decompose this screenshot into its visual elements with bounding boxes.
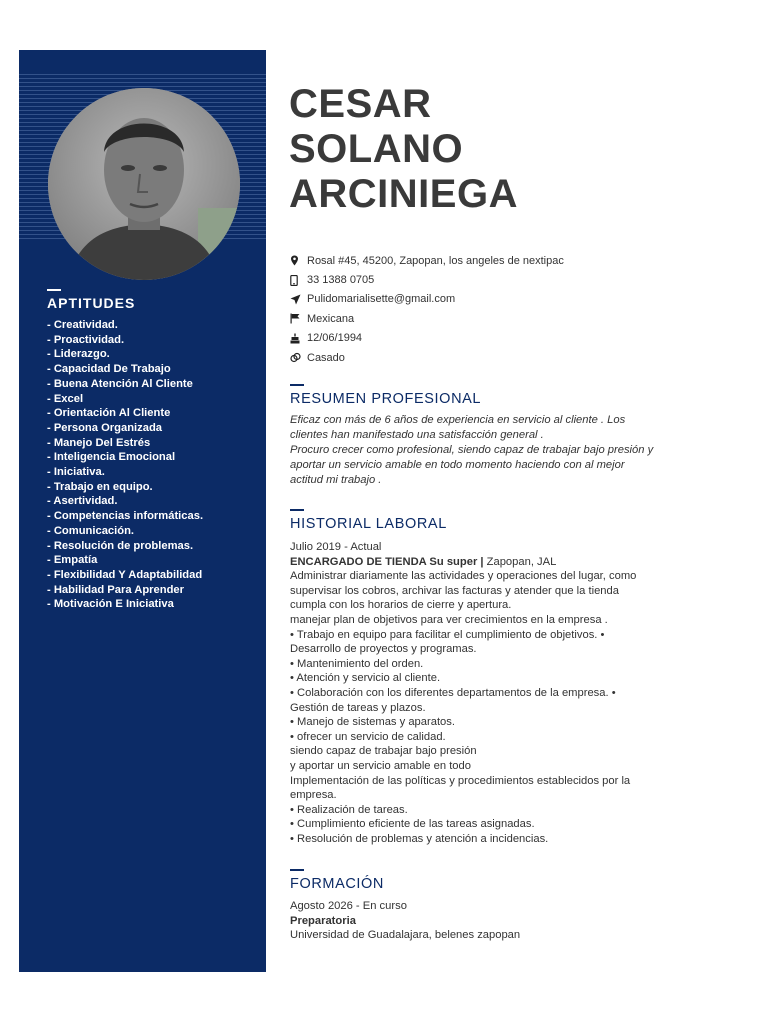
phone-icon	[290, 274, 307, 286]
summary-line: clientes han manifestado una satisfacción general .	[290, 429, 544, 441]
skill-item: - Manejo Del Estrés	[47, 436, 151, 449]
history-line: Administrar diariamente las actividades y operaciones del lugar, como	[290, 570, 637, 583]
skill-item: - Liderazgo.	[47, 348, 110, 361]
contact-address	[290, 251, 564, 270]
history-line: Gestión de tareas y plazos.	[290, 701, 426, 714]
history-title: HISTORIAL LABORAL	[290, 516, 447, 532]
summary-line: Eficaz con más de 6 años de experiencia en servicio al cliente . Los	[290, 414, 626, 426]
birthday-cake-icon	[290, 332, 307, 344]
education-school: Universidad de Guadalajara, belenes zapopan	[290, 929, 521, 942]
history-line: • Trabajo en equipo para facilitar el cumplimiento de objetivos. •	[290, 628, 605, 641]
education-degree: Preparatoria	[290, 914, 356, 927]
skill-item: - Excel	[47, 392, 84, 405]
contact-birthdate	[290, 329, 564, 348]
skill-item: - Persona Organizada	[47, 421, 163, 434]
education-entry	[290, 899, 520, 943]
section-dash	[290, 509, 304, 511]
history-line: supervisar los cobros, archivar las facturas y atender que la tienda	[290, 584, 619, 597]
send-icon	[290, 293, 307, 305]
history-job-heading	[290, 555, 636, 570]
name-line: CESAR	[289, 82, 432, 126]
contact-phone	[290, 270, 564, 289]
education-period: Agosto 2026 - En curso	[290, 900, 407, 912]
skill-item: - Iniciativa.	[47, 466, 105, 479]
skill-item: - Flexibilidad Y Adaptabilidad	[47, 568, 203, 581]
education-title: FORMACIÓN	[290, 876, 385, 892]
history-line: • Manejo de sistemas y aparatos.	[290, 716, 455, 729]
history-line: Implementación de las políticas y procedimientos establecidos por la	[290, 774, 631, 787]
section-dash	[290, 384, 304, 386]
skill-item: - Habilidad Para Aprender	[47, 583, 184, 596]
profile-photo-image	[48, 88, 240, 280]
rings-icon	[290, 352, 307, 364]
contact-address-text: Rosal #45, 45200, Zapopan, los angeles de nextipac	[307, 254, 564, 267]
skill-item: - Trabajo en equipo.	[47, 480, 153, 493]
contact-nationality	[290, 309, 564, 328]
contact-birthdate-text: 12/06/1994	[307, 332, 363, 345]
history-line: • Colaboración con los diferentes departamentos de la empresa. •	[290, 686, 616, 699]
name-line: ARCINIEGA	[289, 172, 518, 216]
name-line: SOLANO	[289, 127, 464, 171]
history-line: • Realización de tareas.	[290, 803, 408, 816]
skill-item: - Motivación E Iniciativa	[47, 598, 174, 611]
history-entry	[290, 540, 636, 846]
history-line: • ofrecer un servicio de calidad.	[290, 730, 446, 743]
history-period: Julio 2019 - Actual	[290, 541, 382, 553]
skill-item: - Inteligencia Emocional	[47, 451, 176, 464]
summary-line: aportar un servicio amable en todo momento haciendo con al mejor	[290, 459, 625, 471]
history-line: • Atención y servicio al cliente.	[290, 672, 441, 685]
history-line: • Cumplimiento eficiente de las tareas asignadas.	[290, 818, 535, 831]
summary-text	[290, 413, 730, 488]
skill-item: - Buena Atención Al Cliente	[47, 377, 193, 390]
skill-item: - Proactividad.	[47, 333, 125, 346]
contact-email	[290, 290, 564, 309]
history-line: cumpla con los horarios de cierre y apertura.	[290, 599, 512, 612]
history-line: Desarrollo de proyectos y programas.	[290, 643, 477, 656]
skill-item: - Asertividad.	[47, 495, 118, 508]
skill-item: - Competencias informáticas.	[47, 510, 204, 523]
history-job-location: Zapopan, JAL	[483, 555, 557, 568]
profile-photo	[48, 88, 240, 280]
contact-phone-text: 33 1388 0705	[307, 274, 375, 287]
summary-line: actitud mi trabajo .	[290, 474, 382, 486]
history-line: empresa.	[290, 789, 337, 802]
history-job-title: ENCARGADO DE TIENDA Su super |	[290, 555, 484, 568]
summary-title: RESUMEN PROFESIONAL	[290, 391, 482, 407]
skill-item: - Resolución de problemas.	[47, 539, 194, 552]
sidebar	[19, 50, 266, 972]
flag-icon	[290, 313, 307, 325]
history-line: • Mantenimiento del orden.	[290, 657, 424, 670]
skills-title: APTITUDES	[47, 295, 136, 311]
contact-nationality-text: Mexicana	[307, 312, 355, 325]
skill-item: - Capacidad De Trabajo	[47, 363, 171, 376]
full-name	[289, 82, 518, 217]
section-dash	[47, 289, 61, 291]
contact-marital-status-text: Casado	[307, 351, 345, 364]
history-line: siendo capaz de trabajar bajo presión	[290, 745, 477, 758]
history-line: y aportar un servicio amable en todo	[290, 759, 471, 772]
skill-item: - Empatía	[47, 554, 98, 567]
skill-item: - Creatividad.	[47, 319, 118, 331]
skill-item: - Orientación Al Cliente	[47, 407, 171, 420]
summary-line: Procuro crecer como profesional, siendo capaz de trabajar bajo presión y	[290, 444, 654, 456]
skills-list	[47, 318, 203, 612]
skill-item: - Comunicación.	[47, 524, 135, 537]
contact-email-text: Pulidomarialisette@gmail.com	[307, 293, 456, 306]
contact-info	[290, 251, 564, 367]
contact-marital-status	[290, 348, 564, 367]
section-dash	[290, 869, 304, 871]
history-line: • Resolución de problemas y atención a incidencias.	[290, 832, 549, 845]
location-pin-icon	[290, 255, 307, 267]
history-line: manejar plan de objetivos para ver crecimientos en la empresa .	[290, 613, 608, 626]
